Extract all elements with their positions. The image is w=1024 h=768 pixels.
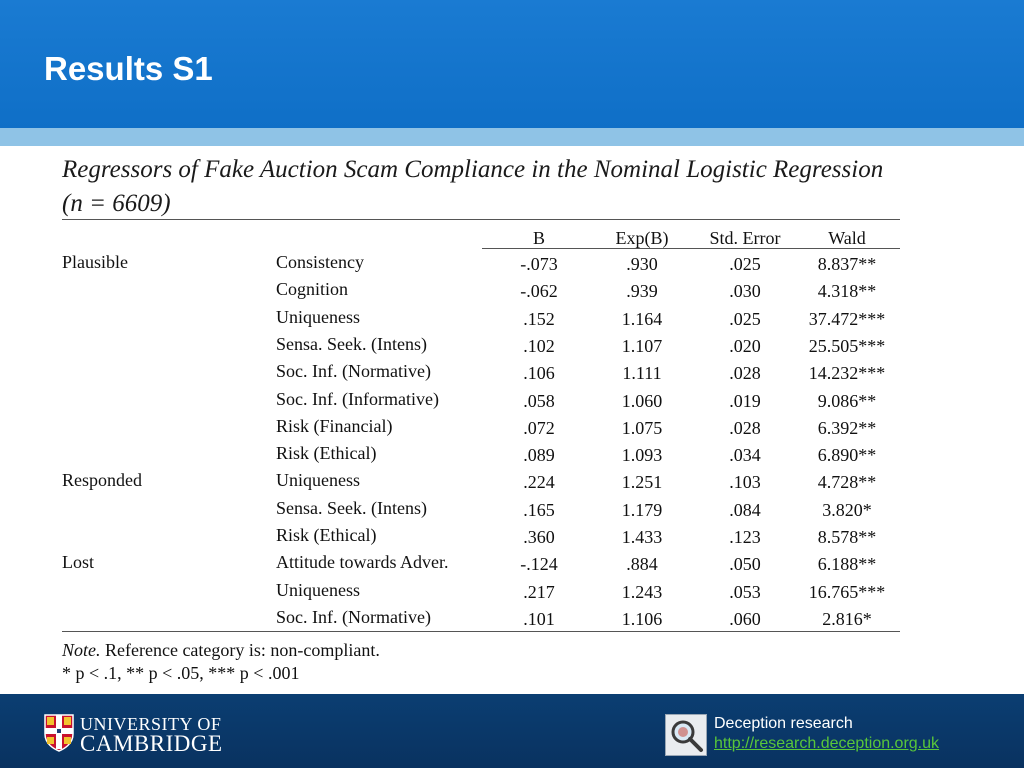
table-cell-variable: Uniqueness — [276, 470, 360, 491]
table-cell-wald: 14.232*** — [808, 363, 886, 384]
significance-legend: * p < .1, ** p < .05, *** p < .001 — [62, 663, 300, 683]
table-cell-variable: Sensa. Seek. (Intens) — [276, 497, 427, 518]
table-cell-wald: 4.728** — [817, 472, 877, 493]
table-cell-wald: 37.472*** — [808, 308, 886, 329]
table-cell-std-error: .028 — [729, 363, 761, 384]
table-cell-wald: 16.765*** — [808, 581, 886, 602]
table-cell-b: .217 — [523, 581, 555, 602]
table-cell-variable: Risk (Ethical) — [276, 443, 377, 464]
table-cell-expb: 1.251 — [621, 472, 663, 493]
table-cell-std-error: .123 — [729, 527, 761, 547]
table-cell-group: Lost — [62, 552, 95, 573]
table-cell-variable: Risk (Financial) — [276, 415, 393, 436]
table-cell-std-error: .019 — [729, 390, 761, 411]
table-cell-expb: 1.107 — [621, 335, 663, 356]
table-cell-std-error: .103 — [729, 472, 761, 493]
table-cell-variable: Sensa. Seek. (Intens) — [276, 333, 427, 354]
table-cell-std-error: .034 — [729, 445, 761, 466]
project-link[interactable]: http://research.deception.org.uk — [714, 735, 940, 752]
table-cell-expb: .939 — [626, 281, 658, 302]
column-header-expb: Exp(B) — [615, 228, 669, 248]
table-cell-wald: 8.837** — [817, 254, 877, 274]
university-logo-text — [80, 714, 223, 756]
university-line1: UNIVERSITY OF — [80, 714, 222, 734]
table-cell-expb: 1.075 — [621, 417, 663, 438]
table-cell-wald: 4.318** — [817, 281, 877, 302]
table-cell-std-error: .053 — [729, 581, 761, 602]
magnifier-icon — [665, 714, 707, 756]
slide-title: Results S1 — [44, 50, 213, 87]
table-cell-b: -.062 — [520, 281, 558, 302]
table-cell-wald: 6.188** — [817, 554, 877, 575]
table-cell-b: .072 — [523, 417, 555, 438]
table-cell-b: -.073 — [520, 254, 558, 274]
table-cell-expb: 1.106 — [621, 608, 663, 629]
table-cell-b: .089 — [523, 445, 555, 466]
table-cell-variable: Cognition — [276, 279, 349, 300]
project-title: Deception research — [714, 715, 853, 732]
table-cell-wald: 3.820* — [822, 499, 872, 520]
table-cell-wald: 9.086** — [817, 390, 877, 411]
table-cell-b: .102 — [523, 335, 555, 356]
table-cell-std-error: .030 — [729, 281, 761, 302]
table-cell-b: .058 — [523, 390, 555, 411]
table-bottom-rule — [62, 631, 900, 632]
table-cell-wald: 6.890** — [817, 445, 877, 466]
table-cell-variable: Consistency — [276, 252, 364, 272]
table-cell-expb: .930 — [626, 254, 658, 274]
table-cell-variable: Uniqueness — [276, 579, 360, 600]
table-cell-expb: 1.164 — [621, 308, 663, 329]
table-cell-expb: 1.111 — [622, 363, 662, 384]
table-cell-std-error: .025 — [729, 254, 761, 274]
table-cell-b: .101 — [523, 608, 555, 629]
table-cell-b: .106 — [523, 363, 555, 384]
note-label: Note. — [62, 640, 101, 660]
table-cell-std-error: .084 — [729, 499, 761, 520]
column-header-std-error: Std. Error — [709, 228, 781, 248]
table-cell-expb: 1.243 — [621, 581, 663, 602]
table-cell-expb: 1.433 — [621, 527, 663, 547]
column-header-b: B — [532, 228, 546, 248]
banner-stripe — [0, 128, 1024, 146]
table-cell-variable: Risk (Ethical) — [276, 525, 377, 545]
table-cell-wald: 8.578** — [817, 527, 877, 547]
cambridge-crest-icon — [44, 714, 74, 752]
note-text: Reference category is: non-compliant. — [100, 640, 380, 660]
table-cell-expb: 1.093 — [621, 445, 663, 466]
column-header-wald: Wald — [828, 228, 866, 248]
table-cell-variable: Soc. Inf. (Normative) — [276, 361, 431, 382]
table-top-rule — [62, 219, 900, 220]
table-note — [62, 640, 380, 661]
table-cell-std-error: .050 — [729, 554, 761, 575]
table-caption: Regressors of Fake Auction Scam Compliance in the Nominal Logistic Regression (n = 6609) — [62, 156, 884, 217]
table-cell-b: .152 — [523, 308, 555, 329]
table-cell-expb: 1.179 — [621, 499, 663, 520]
table-cell-variable: Uniqueness — [276, 306, 360, 327]
table-cell-b: .165 — [523, 499, 555, 520]
table-cell-std-error: .025 — [729, 308, 761, 329]
table-cell-expb: .884 — [626, 554, 658, 575]
table-cell-variable: Soc. Inf. (Informative) — [276, 388, 439, 409]
university-line2: CAMBRIDGE — [80, 731, 223, 756]
table-cell-std-error: .020 — [729, 335, 761, 356]
table-cell-group: Responded — [62, 470, 142, 491]
table-cell-b: -.124 — [520, 554, 558, 575]
table-cell-std-error: .028 — [729, 417, 761, 438]
table-cell-variable: Attitude towards Adver. — [276, 552, 449, 573]
table-cell-b: .360 — [523, 527, 555, 547]
table-cell-std-error: .060 — [729, 608, 761, 629]
table-cell-expb: 1.060 — [621, 390, 663, 411]
table-cell-wald: 6.392** — [817, 417, 877, 438]
table-cell-group: Plausible — [62, 252, 128, 272]
table-cell-wald: 25.505*** — [808, 335, 886, 356]
table-cell-b: .224 — [523, 472, 555, 493]
table-cell-wald: 2.816* — [822, 608, 872, 629]
table-cell-variable: Soc. Inf. (Normative) — [276, 606, 431, 627]
